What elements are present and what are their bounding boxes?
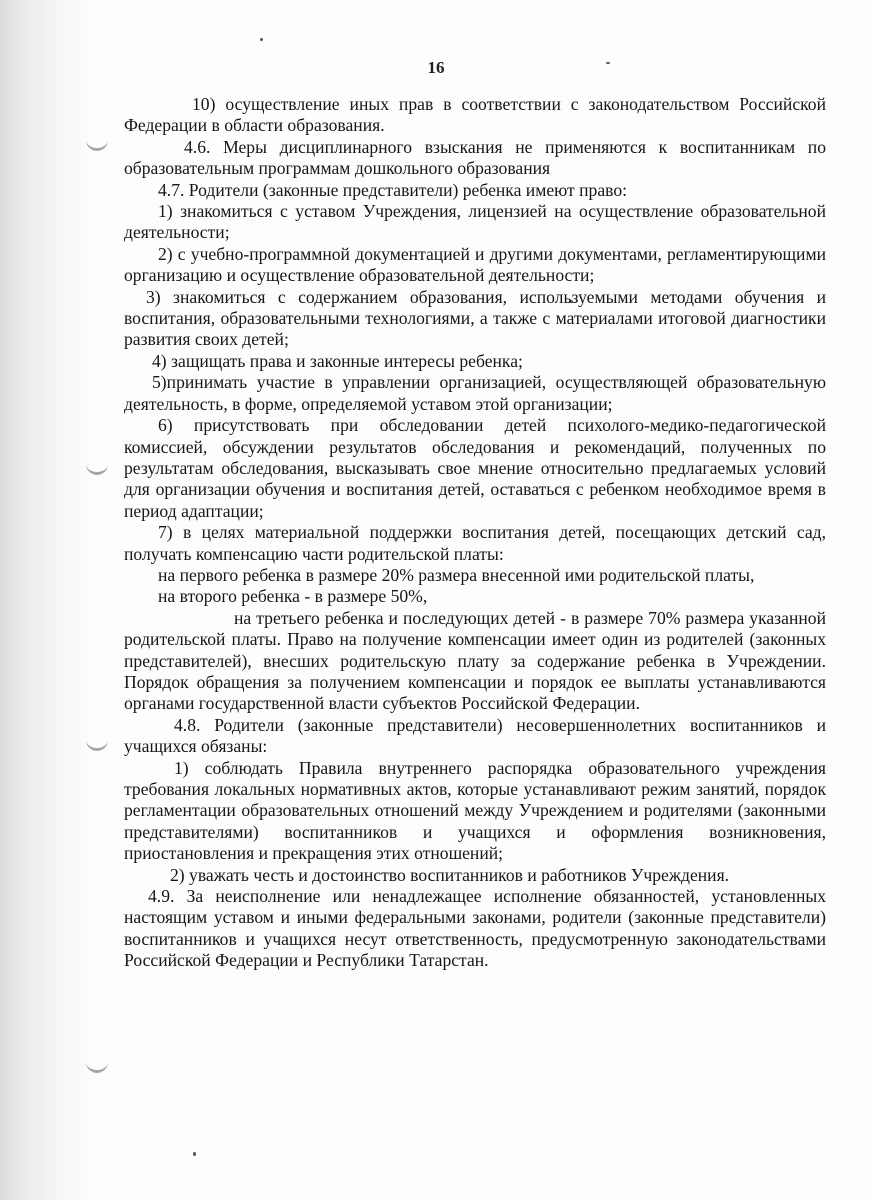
paragraph: 4.8. Родители (законные представители) несовершеннолетних воспитанников и учащихся обязаны: — [124, 714, 826, 757]
paragraph: 1) знакомиться с уставом Учреждения, лицензией на осуществление образовательной деятельности; — [124, 201, 826, 243]
paragraph: 4.6. Меры дисциплинарного взыскания не применяются к воспитанникам по образовательным программам дошкольного образования — [124, 136, 826, 179]
paragraph: 1) соблюдать Правила внутреннего распорядка образовательного учреждения требования локальных нормативных актов, которые устанавливают режим занятий, порядок регламентации образовательных отношений между Учреждением и родителями (законными представителями) воспитанников и учащихся и оформления возникновения, приостановления и прекращения этих отношений; — [124, 757, 826, 864]
paragraph: 6) присутствовать при обследовании детей психолого-медико-педагогической комиссией, обсуждении результатов обследования и рекомендаций, полученных по результатам обследования, высказывать свое мнение относительно предлагаемых условий для организации обучения и воспитания детей, оставаться с ребенком необходимое время в период адаптации; — [124, 415, 826, 521]
paragraph: 7) в целях материальной поддержки воспитания детей, посещающих детский сад, получать компенсацию части родительской платы: — [124, 522, 826, 564]
paragraph: 4.7. Родители (законные представители) ребенка имеют право: — [158, 179, 628, 200]
paragraph: 2) с учебно-программной документацией и другими документами, регламентирующими организацию и осуществление образовательной деятельности; — [124, 243, 826, 286]
document-body — [124, 94, 826, 972]
scan-edge-shadow — [0, 0, 95, 1200]
paragraph: на первого ребенка в размере 20% размера внесенной ими родительской платы, — [158, 564, 755, 585]
paragraph: 4.9. За неисполнение или ненадлежащее исполнение обязанностей, установленных настоящим уставом и иными федеральными законами, родители (законные представители) воспитанников и учащихся несут ответственность, предусмотренную законодательствами Российской Федерации и Республики Татарстан. — [124, 886, 826, 971]
paragraph: 3) знакомиться с содержанием образования, используемыми методами обучения и воспитания, образовательными технологиями, а также с материалами итоговой диагностики развития своих детей; — [124, 286, 826, 350]
paragraph: 4) защищать права и законные интересы ребенка; — [152, 350, 523, 371]
page-number: 16 — [427, 58, 445, 77]
scan-speck — [193, 1152, 196, 1156]
paragraph: на третьего ребенка и последующих детей - в размере 70% размера указанной родительской платы. Право на получение компенсации имеет один из родителей (законных представителей), внесших родительскую плату за содержание ребенка в Учреждении. Порядок обращения за получением компенсации и порядок ее выплаты устанавливаются органами государственной власти субъектов Российской Федерации. — [124, 607, 826, 714]
paragraph: на второго ребенка - в размере 50%, — [158, 586, 428, 607]
paragraph: 10) осуществление иных прав в соответствии с законодательством Российской Федерации в области образования. — [124, 94, 826, 136]
paragraph: 2) уважать честь и достоинство воспитанников и работников Учреждения. — [170, 864, 730, 885]
scan-speck — [260, 38, 263, 41]
paragraph: 5)принимать участие в управлении организацией, осуществляющей образовательную деятельность, в форме, определяемой уставом этой организации; — [124, 372, 826, 414]
